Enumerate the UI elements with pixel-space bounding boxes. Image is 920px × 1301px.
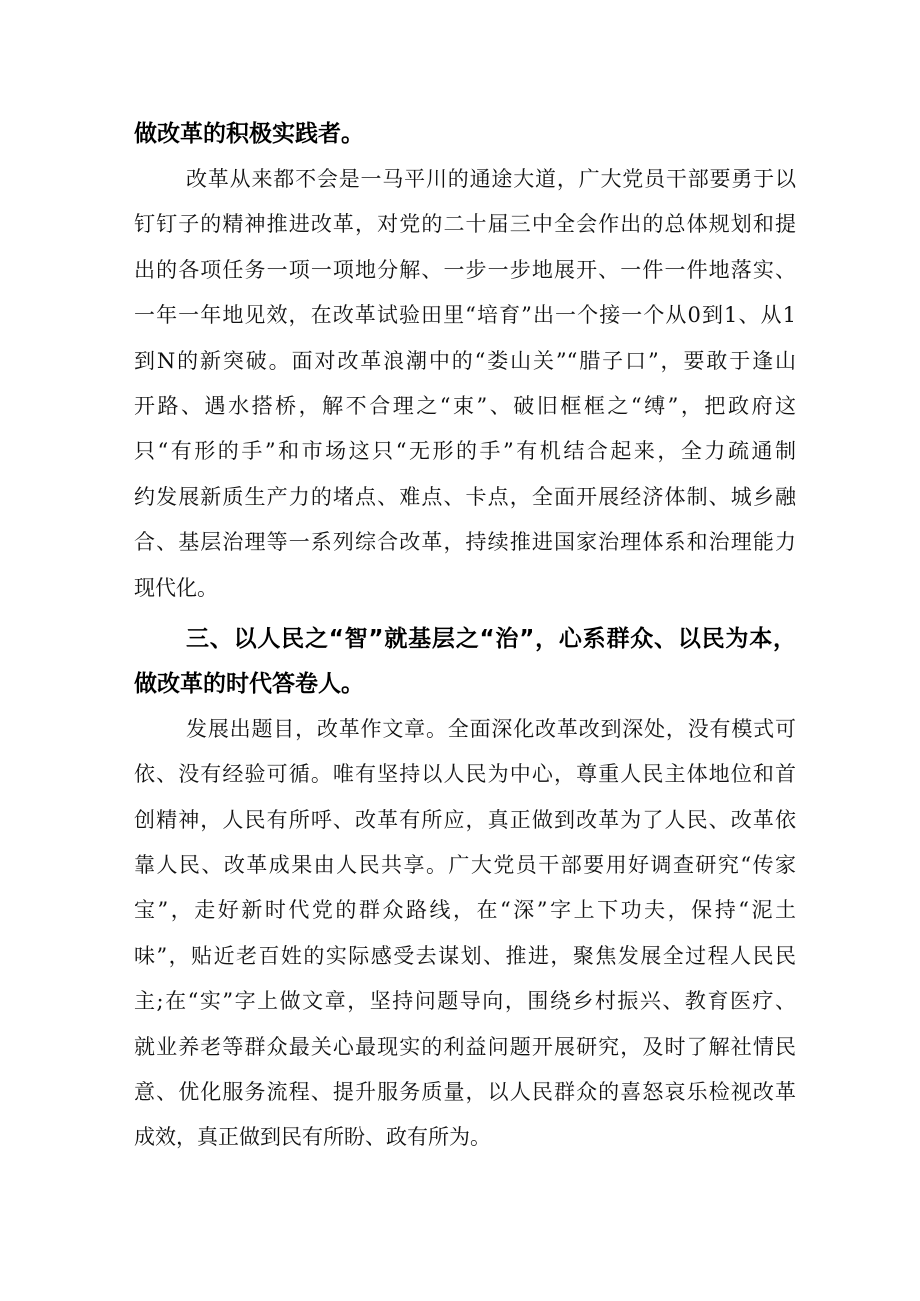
paragraph-line: 靠人民、改革成果由人民共享。广大党员干部要用好调查研究“传家: [134, 853, 796, 878]
paragraph-line: 开路、遇水搭桥，解不合理之“束”、破旧框框之“缚”，把政府这: [134, 393, 796, 418]
paragraph-line: 钉钉子的精神推进改革，对党的二十届三中全会作出的总体规划和提: [134, 212, 796, 237]
paragraph-line: 约发展新质生产力的堵点、难点、卡点，全面开展经济体制、城乡融: [134, 484, 796, 509]
paragraph-line: 现代化。: [134, 575, 218, 600]
paragraph-line: 出的各项任务一项一项地分解、一步一步地展开、一件一件地落实、: [134, 257, 796, 282]
paragraph-line: 到N的新突破。面对改革浪潮中的“娄山关”“腊子口”，要敢于逢山: [134, 348, 796, 373]
heading-line: 做改革的时代答卷人。: [134, 670, 364, 697]
paragraph-line: 发展出题目，改革作文章。全面深化改革改到深处，没有模式可: [186, 716, 796, 741]
paragraph-line: 味”，贴近老百姓的实际感受去谋划、推进，聚焦发展全过程人民民: [134, 943, 796, 968]
paragraph-line: 只“有形的手”和市场这只“无形的手”有机结合起来，全力疏通制: [134, 439, 796, 464]
paragraph-line: 就业养老等群众最关心最现实的利益问题开展研究，及时了解社情民: [134, 1034, 796, 1059]
paragraph-line: 合、基层治理等一系列综合改革，持续推进国家治理体系和治理能力: [134, 530, 796, 555]
paragraph-line: 依、没有经验可循。唯有坚持以人民为中心，尊重人民主体地位和首: [134, 762, 796, 787]
paragraph-line: 宝”，走好新时代党的群众路线，在“深”字上下功夫，保持“泥土: [134, 898, 796, 923]
paragraph-line: 主;在“实”字上做文章，坚持问题导向，围绕乡村振兴、教育医疗、: [134, 989, 796, 1014]
section-3-heading: [134, 617, 796, 707]
paragraph-1: [134, 157, 796, 611]
paragraph-line: 一年一年地见效，在改革试验田里“培育”出一个接一个从0到1、从1: [134, 303, 796, 328]
paragraph-line: 意、优化服务流程、提升服务质量，以人民群众的喜怒哀乐检视改革: [134, 1080, 796, 1105]
paragraph-line: 成效，真正做到民有所盼、政有所为。: [134, 1125, 491, 1150]
paragraph-line: 改革从来都不会是一马平川的通途大道，广大党员干部要勇于以: [186, 167, 796, 191]
document-body: [134, 112, 796, 1161]
section-heading-tail: 做改革的积极实践者。: [134, 121, 364, 147]
paragraph-line: 创精神，人民有所呼、改革有所应，真正做到改革为了人民、改革依: [134, 807, 796, 832]
heading-line: 三、以人民之“智”就基层之“治”，心系群众、以民为本，: [186, 625, 796, 652]
paragraph-2: [134, 707, 796, 1161]
